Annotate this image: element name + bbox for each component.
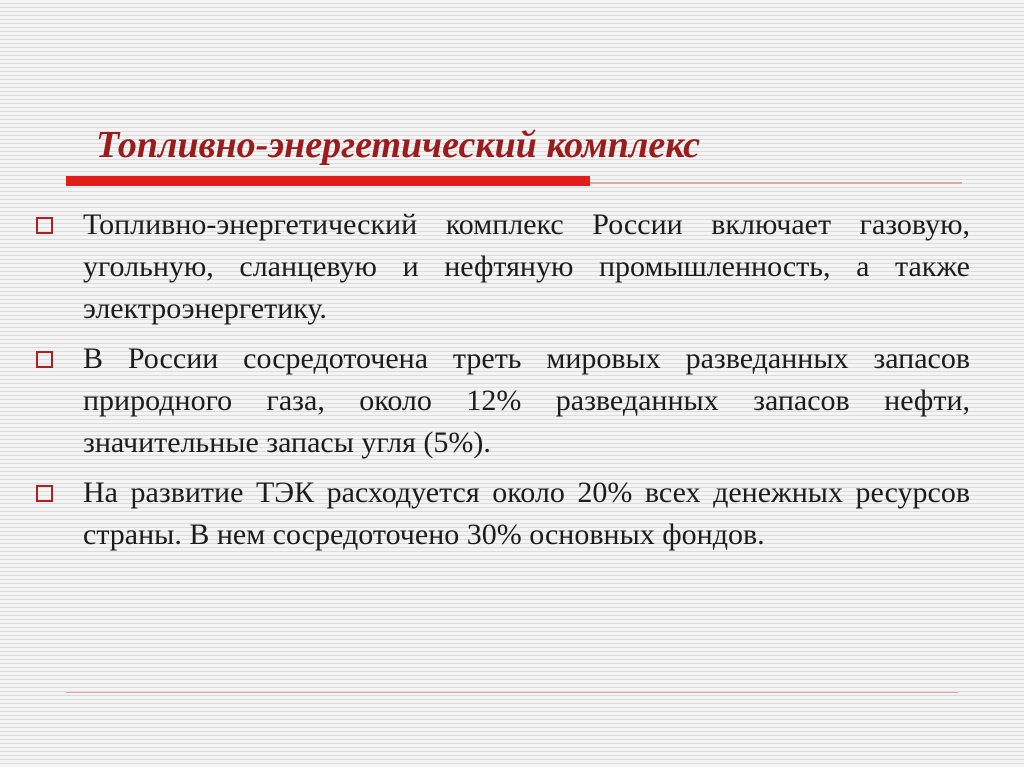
bullet-item	[36, 472, 970, 556]
footer-divider-line	[66, 692, 958, 693]
bullet-list	[36, 204, 970, 564]
bullet-text: В России сосредоточена треть мировых разведанных запасов природного газа, около 12% разведанных запасов нефти, значительные запасы угля (5%).	[83, 342, 970, 459]
title-accent-bar	[66, 176, 590, 186]
bullet-text: Топливно-энергетический комплекс России включает газовую, угольную, сланцевую и нефтяную промышленность, а также электроэнергетику.	[83, 208, 970, 325]
hollow-square-bullet-icon	[36, 217, 53, 234]
title-divider-line	[590, 182, 962, 184]
bullet-text: На развитие ТЭК расходуется около 20% всех денежных ресурсов страны. В нем сосредоточено 30% основных фондов.	[83, 476, 970, 551]
hollow-square-bullet-icon	[36, 351, 53, 368]
bullet-item	[36, 338, 970, 464]
bullet-item	[36, 204, 970, 330]
hollow-square-bullet-icon	[36, 485, 53, 502]
slide-title: Топливно-энергетический комплекс	[96, 124, 700, 166]
